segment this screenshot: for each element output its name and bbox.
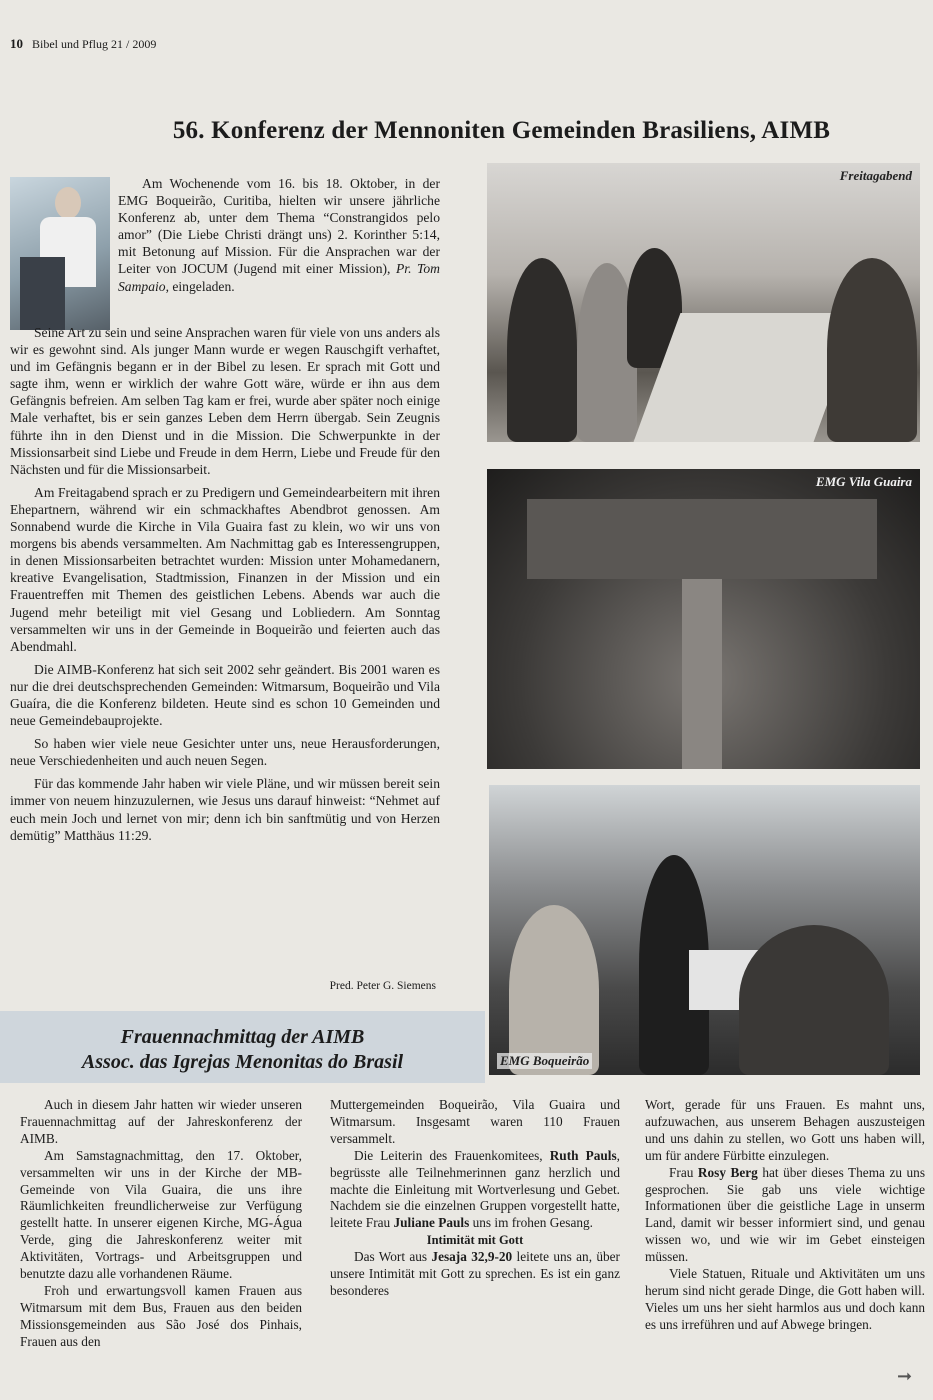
continue-arrow-icon: ➞: [897, 1366, 913, 1386]
article-paragraph-1: Am Wochenende vom 16. bis 18. Oktober, in der EMG Boqueirão, Curitiba, hielten wir unsere jährliche Konferenz ab, unter dem Thema “Constrangidos pelo amor” (Die Liebe Christi drängt uns) 2. Korinther 5:14, mit Betonung auf Mission. Für die Ansprachen war der Leiter von JOCUM (Jugend mit einer Mission), Pr. Tom Sampaio, eingeladen.: [118, 176, 440, 294]
photo-caption-boqueirao: EMG Boqueirão: [497, 1053, 592, 1069]
women-paragraph: Frau Rosy Berg hat über dieses Thema zu uns gesprochen. Sie gab uns viele wichtige Informationen über die geistliche Lage in unserm Land, damit wir besser informiert sind, und genau wissen wo, und wie wir im Gebet einsteigen müssen.: [645, 1164, 925, 1265]
women-paragraph: Auch in diesem Jahr hatten wir wieder unseren Frauennachmittag auf der Jahreskonferenz der AIMB.: [20, 1097, 302, 1146]
person-name: Rosy Berg: [697, 1164, 758, 1180]
speaker-portrait: [10, 177, 110, 330]
person-name: Juliane Pauls: [393, 1215, 470, 1231]
article-paragraph-2: Seine Art zu sein und seine Ansprachen waren für viele von uns anders als wir es gewohnt sind. Als junger Mann wurde er wegen Rauschgift verhaftet, und im Gefängnis begann er in der Bibel zu lesen. Er sprach mit Gott und sagte ihm, wenn er wirklich der wahre Gott wäre, würde er ihn aus dem Gefängnis befreien. Am selben Tag kam er frei, wurde aber später noch einige Male verhaftet, bis er sein ganzes Leben dem Herrn übergab. Sein Zeugnis führte ihn in den Dienst und in die Mission. Die Schwerpunkte in der Missionsarbeit sind Liebe und Freude in dem Herrn, Liebe und Freude für den Nächsten und für die Missionsarbeit.: [10, 325, 440, 477]
article-body: [10, 324, 440, 850]
photo-stage: [527, 499, 877, 579]
photo-figure: [509, 905, 599, 1075]
article-title: 56. Konferenz der Mennoniten Gemeinden Brasiliens, AIMB: [172, 117, 831, 144]
issue-number: 21 / 2009: [111, 37, 157, 51]
article-intro: [118, 175, 440, 301]
publication-name: Bibel und Pflug: [32, 37, 109, 51]
bible-reference: Jesaja 32,9-20: [431, 1249, 513, 1265]
photo-vila-guaira: [487, 469, 920, 769]
photo-caption-vila-guaira: EMG Vila Guaira: [815, 474, 912, 489]
women-paragraph: Das Wort aus Jesaja 32,9-20 leitete uns an, über unsere Intimität mit Gott zu sprechen. Es ist ein ganz besonderes: [330, 1249, 620, 1298]
women-paragraph: Wort, gerade für uns Frauen. Es mahnt uns, aufzuwachen, aus unserem Behagen auszusteigen und uns dahin zu stellen, wo Gott uns haben will, um für andere Fürbitte einzulegen.: [645, 1097, 925, 1163]
women-paragraph: Muttergemeinden Boqueirão, Vila Guaira und Witmarsum. Insgesamt waren 110 Frauen versammelt.: [330, 1097, 620, 1146]
person-name: Ruth Pauls: [549, 1147, 617, 1163]
photo-figure: [827, 258, 917, 442]
photo-figure: [507, 258, 577, 442]
women-subheading: Intimität mit Gott: [426, 1233, 524, 1248]
portrait-podium: [20, 257, 65, 330]
section-title: Frauennachmittag der AIMB: [120, 1026, 365, 1048]
photo-boqueirao: [489, 785, 920, 1075]
photo-aisle: [682, 579, 722, 769]
photo-friday-dinner: [487, 163, 920, 442]
section-subtitle: Assoc. das Igrejas Menonitas do Brasil: [81, 1051, 404, 1073]
women-column-3: [645, 1097, 925, 1334]
women-column-2: [330, 1097, 620, 1300]
women-paragraph: Die Leiterin des Frauenkomitees, Ruth Pauls, begrüsste alle Teilnehmerinnen ganz herzlich und machte die Einleitung mit Wortverlesung und Gebet. Nachdem sie die einzelnen Gruppen vorgestellt hatte, leitete Frau Juliane Pauls uns im frohen Gesang.: [330, 1147, 620, 1231]
article-paragraph-4: Die AIMB-Konferenz hat sich seit 2002 sehr geändert. Bis 2001 waren es nur die drei deutschsprechenden Gemeinden: Witmarsum, Boqueirão und Vila Guaíra, die die Konferenz bildeten. Heute sind es schon 10 Gemeinden und neue Gemeindebauprojekte.: [10, 661, 440, 729]
article-signature: Pred. Peter G. Siemens: [329, 980, 436, 992]
women-paragraph: Am Samstagnachmittag, den 17. Oktober, versammelten wir uns in der Kirche der MB-Gemeinde von Vila Guaira, die uns ihre Räumlichkeiten freundlicherweise zur Verfügung gestellt hatte. In unserer eigenen Kirche, MG-Água Verde, ging die Jahreskonferenz weiter mit Aktivitäten, Vortrags- und Arbeitsgruppen und benutzte dazu alle vorhandenen Räume.: [20, 1147, 302, 1282]
portrait-head: [55, 187, 81, 219]
photo-figure: [739, 925, 889, 1075]
women-paragraph: Viele Statuen, Rituale und Aktivitäten um uns herum sind nicht gerade Dinge, die Gott haben will. Vieles um uns her sieht harmlos aus und doch kann es uns irreführen und auf Abwege bringen.: [645, 1266, 925, 1332]
article-paragraph-6: Für das kommende Jahr haben wir viele Pläne, und wir müssen bereit sein immer von neuem hinzuzulernen, wie Jesus uns darauf hinweist: “Nehmet auf euch mein Joch und lernet von mir; denn ich bin sanftmütig und von Herzen demütig” Matthäus 11:29.: [10, 776, 440, 843]
women-paragraph: Froh und erwartungsvoll kamen Frauen aus Witmarsum mit dem Bus, Frauen aus den beiden Missionsgemeinden aus São José dos Pinhais, Frauen aus den: [20, 1282, 302, 1349]
article-paragraph-5: So haben wier viele neue Gesichter unter uns, neue Herausforderungen, neue Verschiedenheiten und auch neuen Segen.: [10, 736, 440, 769]
article-paragraph-3: Am Freitagabend sprach er zu Predigern und Gemeindearbeitern mit ihren Ehepartnern, während wir ein schmackhaftes Abendbrot genossen. Am Sonnabend wurde die Kirche in Vila Guaira fast zu klein, wo wir uns von morgens bis abends versammelten. Am Nachmittag gab es Interessengruppen, in denen Missionsarbeiten betrachtet wurden: Mission unter Mohamedanern, kreative Evangelisation, Stadtmission, Finanzen in der Mission und ein Frauentreffen mit Themen des geistlichen Lebens. Abends war auch die Jugend mehr beteiligt mit viel Gesang und Lobliedern. Am Sonntag versammelten wir uns in der Gemeinde in Boqueirão und feierten auch das Abendmahl.: [10, 484, 440, 654]
page-header: [10, 36, 156, 52]
speaker-name: Pr. Tom Sampaio: [118, 261, 440, 294]
page-number: 10: [10, 36, 23, 51]
women-column-1: [20, 1097, 302, 1351]
photo-caption-friday: Freitagabend: [839, 168, 912, 183]
